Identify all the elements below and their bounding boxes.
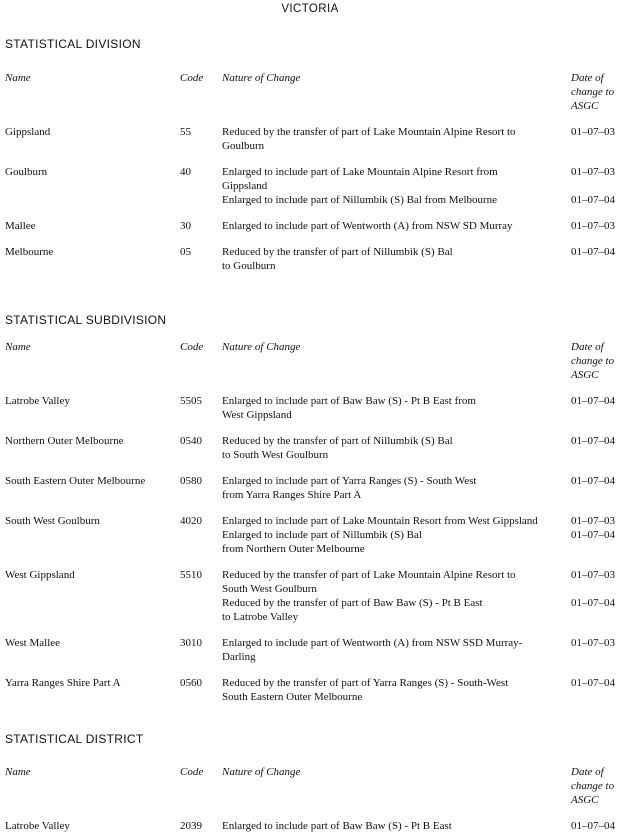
table-row — [5, 394, 615, 422]
change-date: 01–07–03 — [571, 126, 615, 138]
change-text — [222, 165, 571, 193]
row-name: Goulburn — [5, 166, 48, 178]
row-code: 05 — [180, 246, 191, 258]
change-text-line: from Northern Outer Melbourne — [222, 543, 365, 555]
row-code: 3010 — [180, 637, 202, 649]
change-date: 01–07–04 — [571, 475, 615, 487]
change-text-line: Enlarged to include part of Baw Baw (S) - Pt B East from — [222, 395, 476, 407]
table-row — [5, 568, 615, 624]
column-header-nature: Nature of Change — [222, 341, 301, 353]
column-header-name: Name — [5, 72, 31, 84]
row-code: 4020 — [180, 515, 202, 527]
row-changes — [222, 434, 615, 462]
row-changes — [222, 474, 615, 502]
row-code: 0580 — [180, 475, 202, 487]
row-name: Gippsland — [5, 126, 51, 138]
row-name: Melbourne — [5, 246, 54, 258]
change-text — [222, 636, 571, 664]
column-header-code: Code — [180, 72, 204, 84]
row-name: South Eastern Outer Melbourne — [5, 475, 146, 487]
column-header-date — [571, 765, 615, 807]
section-heading: STATISTICAL SUBDIVISION — [5, 313, 167, 327]
column-header-date — [571, 340, 615, 382]
change-entry — [222, 596, 615, 624]
change-text — [222, 193, 571, 207]
change-date: 01–07–04 — [571, 246, 615, 258]
change-entry — [222, 219, 615, 233]
row-code: 2039 — [180, 820, 202, 832]
change-date: 01–07–04 — [571, 820, 615, 832]
row-changes — [222, 568, 615, 624]
column-header-code: Code — [180, 766, 204, 778]
section-statistical-division — [5, 37, 615, 273]
table-header — [5, 71, 615, 113]
row-code: 55 — [180, 126, 191, 138]
row-changes — [222, 514, 615, 556]
column-header-nature: Nature of Change — [222, 766, 301, 778]
column-header-date-line: ASGC — [571, 369, 599, 381]
row-name: Northern Outer Melbourne — [5, 435, 124, 447]
change-text-line: Reduced by the transfer of part of Lake Mountain Alpine Resort to — [222, 569, 516, 581]
column-header-name: Name — [5, 341, 31, 353]
change-text — [222, 819, 571, 833]
row-code: 40 — [180, 166, 191, 178]
change-text — [222, 219, 571, 233]
change-text-line: Enlarged to include part of Wentworth (A) from NSW SD Murray — [222, 220, 513, 232]
column-header-date-line: change to — [571, 355, 615, 367]
change-text — [222, 434, 571, 462]
change-text — [222, 596, 571, 624]
change-text-line: Enlarged to include part of Nillumbik (S) Bal from Melbourne — [222, 194, 498, 206]
row-code: 0540 — [180, 435, 202, 447]
row-code: 30 — [180, 220, 191, 232]
row-name: Yarra Ranges Shire Part A — [5, 677, 121, 689]
change-text — [222, 394, 571, 422]
change-text-line: Goulburn — [222, 140, 265, 152]
row-changes — [222, 819, 615, 833]
section-heading: STATISTICAL DISTRICT — [5, 732, 144, 746]
change-entry — [222, 676, 615, 704]
row-name: West Gippsland — [5, 569, 75, 581]
section-statistical-subdivision — [5, 313, 615, 704]
change-date: 01–07–04 — [571, 194, 615, 206]
change-text-line: to South West Goulburn — [222, 449, 329, 461]
change-text-line: Enlarged to include part of Wentworth (A) from NSW SSD Murray- — [222, 637, 523, 649]
change-text — [222, 125, 571, 153]
change-text-line: Reduced by the transfer of part of Nillumbik (S) Bal — [222, 246, 453, 258]
change-date: 01–07–04 — [571, 597, 615, 609]
column-header-date-line: Date of — [571, 341, 604, 353]
column-header-date-line: change to — [571, 86, 615, 98]
column-header-date-line: ASGC — [571, 794, 599, 806]
change-entry — [222, 528, 615, 556]
change-text-line: South West Goulburn — [222, 583, 317, 595]
change-entry — [222, 434, 615, 462]
row-changes — [222, 636, 615, 664]
change-text — [222, 676, 571, 704]
change-entry — [222, 165, 615, 193]
change-text-line: Enlarged to include part of Lake Mountain Alpine Resort from — [222, 166, 498, 178]
change-date: 01–07–03 — [571, 220, 615, 232]
change-date: 01–07–03 — [571, 515, 615, 527]
table-header — [5, 765, 615, 807]
table-row — [5, 514, 615, 556]
change-date: 01–07–04 — [571, 529, 615, 541]
section-heading: STATISTICAL DIVISION — [5, 37, 141, 51]
change-text — [222, 245, 571, 273]
change-text-line: Darling — [222, 651, 256, 663]
change-entry — [222, 394, 615, 422]
change-date: 01–07–04 — [571, 435, 615, 447]
row-code: 5505 — [180, 395, 202, 407]
table-row — [5, 245, 615, 273]
change-date: 01–07–03 — [571, 637, 615, 649]
change-text — [222, 474, 571, 502]
column-header-date-line: ASGC — [571, 100, 599, 112]
change-text-line: Reduced by the transfer of part of Nillumbik (S) Bal — [222, 435, 453, 447]
row-name: Mallee — [5, 220, 36, 232]
change-date: 01–07–03 — [571, 166, 615, 178]
change-entry — [222, 125, 615, 153]
change-text — [222, 528, 571, 556]
change-text-line: South Eastern Outer Melbourne — [222, 691, 363, 703]
row-changes — [222, 245, 615, 273]
change-text-line: Reduced by the transfer of part of Baw Baw (S) - Pt B East — [222, 597, 483, 609]
column-header-code: Code — [180, 341, 204, 353]
table-row — [5, 474, 615, 502]
table-header — [5, 340, 615, 382]
change-entry — [222, 514, 615, 528]
row-name: Latrobe Valley — [5, 395, 70, 407]
sections-container — [5, 37, 615, 833]
table-row — [5, 434, 615, 462]
change-text-line: from Yarra Ranges Shire Part A — [222, 489, 362, 501]
column-header-date-line: change to — [571, 780, 615, 792]
row-changes — [222, 394, 615, 422]
table-row — [5, 165, 615, 207]
change-text-line: West Gippsland — [222, 409, 292, 421]
table-row — [5, 819, 615, 833]
change-text-line: to Latrobe Valley — [222, 611, 299, 623]
change-text-line: Enlarged to include part of Yarra Ranges (S) - South West — [222, 475, 477, 487]
change-text-line: Reduced by the transfer of part of Yarra Ranges (S) - South-West — [222, 677, 509, 689]
change-entry — [222, 245, 615, 273]
change-entry — [222, 474, 615, 502]
row-changes — [222, 219, 615, 233]
change-text-line: Enlarged to include part of Lake Mountain Resort from West Gippsland — [222, 515, 538, 527]
column-header-nature: Nature of Change — [222, 72, 301, 84]
column-header-date — [571, 71, 615, 113]
change-text — [222, 514, 571, 528]
row-name: South West Goulburn — [5, 515, 100, 527]
table-row — [5, 676, 615, 704]
change-text-line: to Goulburn — [222, 260, 276, 272]
change-entry — [222, 193, 615, 207]
row-changes — [222, 676, 615, 704]
table-row — [5, 125, 615, 153]
change-text-line: Enlarged to include part of Nillumbik (S) Bal — [222, 529, 422, 541]
section-statistical-district — [5, 732, 615, 833]
column-header-name: Name — [5, 766, 31, 778]
change-date: 01–07–03 — [571, 569, 615, 581]
change-date: 01–07–04 — [571, 677, 615, 689]
row-changes — [222, 165, 615, 207]
column-header-date-line: Date of — [571, 72, 604, 84]
row-code: 0560 — [180, 677, 202, 689]
table-row — [5, 219, 615, 233]
row-name: West Mallee — [5, 637, 61, 649]
change-date: 01–07–04 — [571, 395, 615, 407]
change-text-line: Enlarged to include part of Baw Baw (S) - Pt B East — [222, 820, 452, 832]
table-row — [5, 636, 615, 664]
column-header-date-line: Date of — [571, 766, 604, 778]
row-name: Latrobe Valley — [5, 820, 70, 832]
change-text-line: Gippsland — [222, 180, 268, 192]
change-text — [222, 568, 571, 596]
row-code: 5510 — [180, 569, 202, 581]
change-text-line: Reduced by the transfer of part of Lake Mountain Alpine Resort to — [222, 126, 516, 138]
change-entry — [222, 636, 615, 664]
change-entry — [222, 819, 615, 833]
row-changes — [222, 125, 615, 153]
change-entry — [222, 568, 615, 596]
page-title: VICTORIA — [281, 3, 339, 15]
